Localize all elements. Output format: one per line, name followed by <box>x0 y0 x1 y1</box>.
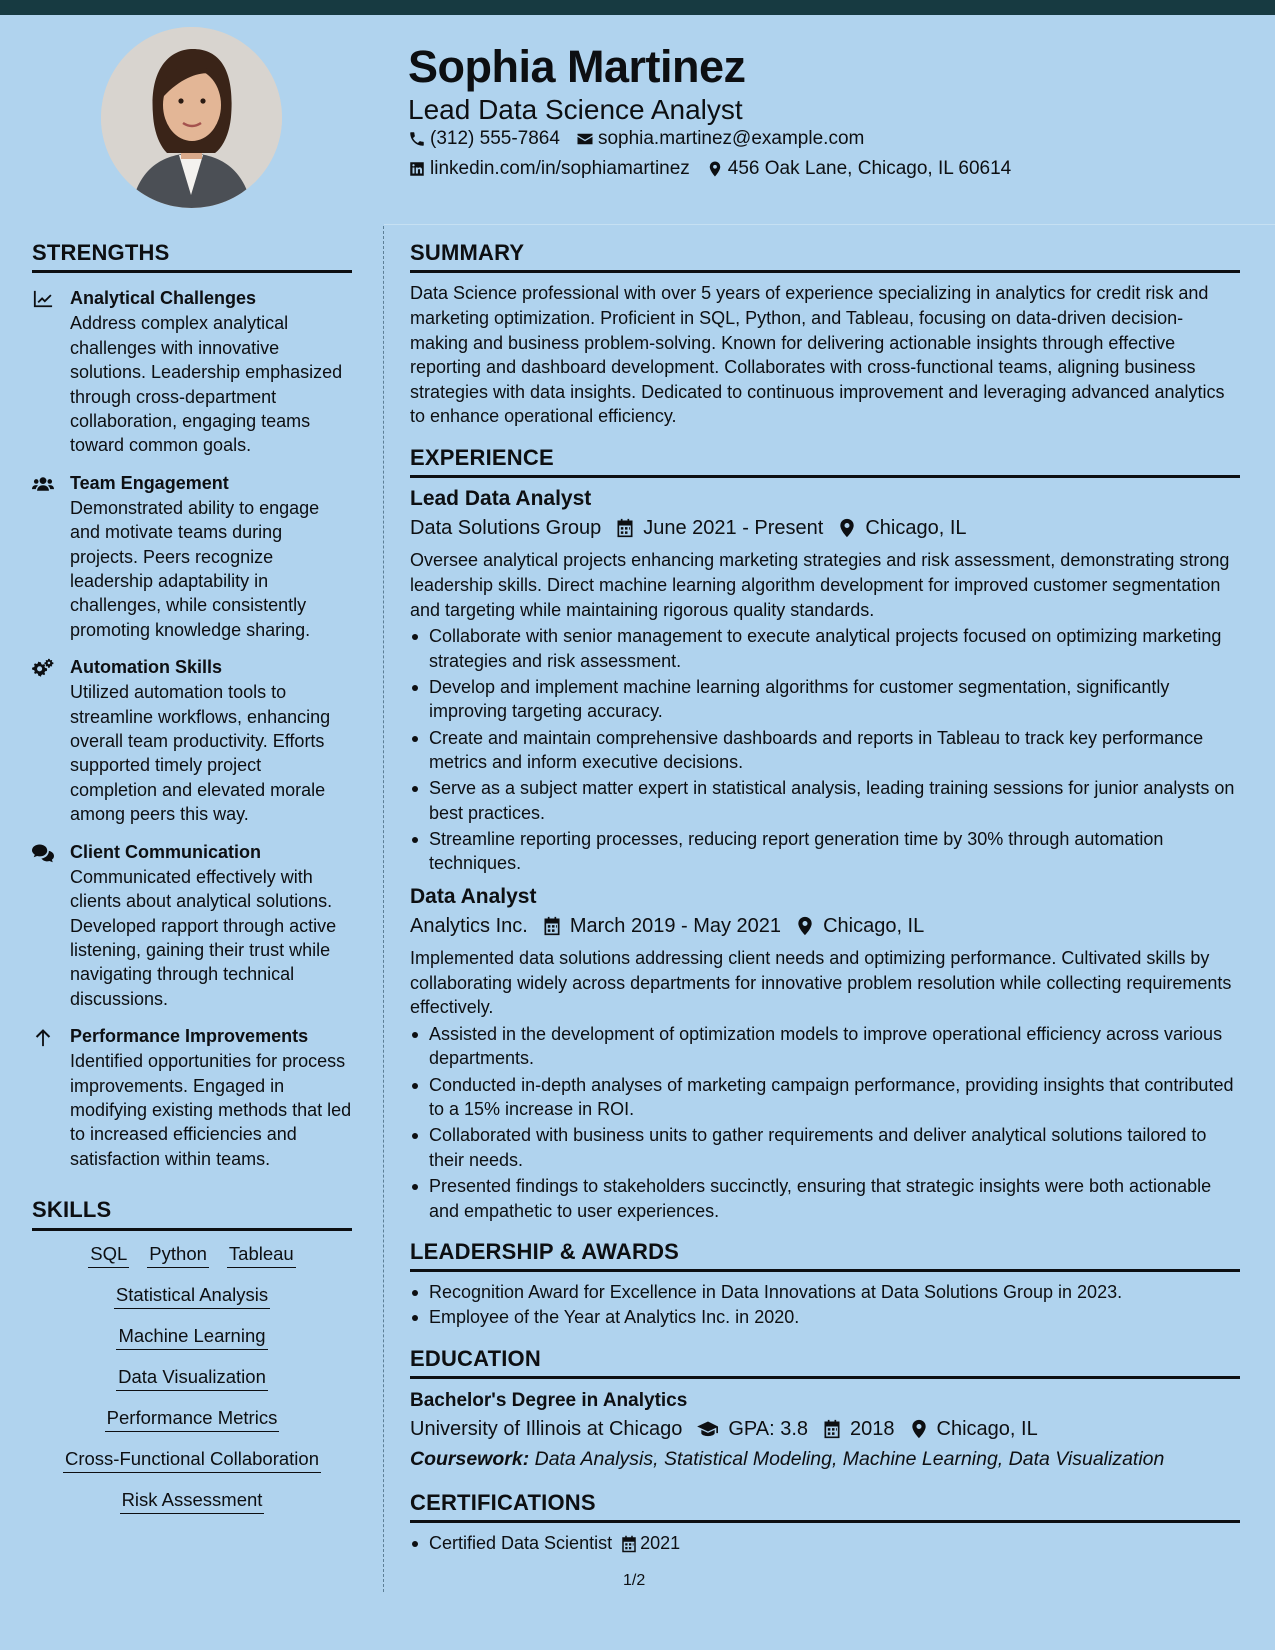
job-dates: March 2019 - May 2021 <box>569 915 782 938</box>
top-accent-bar <box>0 0 1275 15</box>
linkedin-link[interactable]: linkedin.com/in/sophiamartinez <box>430 158 690 179</box>
bullet-item: Serve as a subject matter expert in statistical analysis, leading training sessions for junior analysts on best practices. <box>410 776 1240 825</box>
comments-icon <box>32 843 54 863</box>
profile-photo <box>101 27 282 208</box>
calendar-icon <box>615 518 635 538</box>
award-item: Employee of the Year at Analytics Inc. in 2020. <box>410 1305 1240 1330</box>
job-entry <box>410 883 1240 1223</box>
coursework-label: Coursework: <box>410 1448 530 1471</box>
job-title: Data Analyst <box>410 885 537 909</box>
email-link[interactable]: sophia.martinez@example.com <box>597 128 865 149</box>
education-heading: EDUCATION <box>410 1346 1240 1379</box>
strength-title: Automation Skills <box>70 657 223 678</box>
skill-tag: Data Visualization <box>116 1364 268 1391</box>
location-pin-icon <box>909 1419 929 1439</box>
strength-title: Performance Improvements <box>70 1026 309 1047</box>
strength-item <box>32 840 352 1011</box>
strength-item <box>32 1024 352 1171</box>
job-dates: June 2021 - Present <box>643 517 824 540</box>
strength-desc: Identified opportunities for process improvements. Engaged in modifying existing methods that led to increased efficiencies and satisfaction within teams. <box>70 1051 352 1169</box>
skills-heading: SKILLS <box>32 1197 352 1230</box>
linkedin-icon <box>408 160 426 178</box>
phone-item <box>408 127 560 151</box>
bullet-item: Create and maintain comprehensive dashboards and reports in Tableau to track key performance metrics and inform executive decisions. <box>410 726 1240 775</box>
company: Analytics Inc. <box>410 915 528 938</box>
address-text: 456 Oak Lane, Chicago, IL 60614 <box>727 158 1012 179</box>
skill-tag: SQL <box>88 1241 129 1268</box>
strength-item <box>32 286 352 457</box>
candidate-name: Sophia Martinez <box>408 41 746 92</box>
location-pin-icon <box>706 160 724 178</box>
strength-desc: Demonstrated ability to engage and motivate teams during projects. Peers recognize leadership adaptability in challenges, while consistently promoting knowledge sharing. <box>70 497 320 640</box>
job-meta <box>410 513 1240 543</box>
bullet-item: Streamline reporting processes, reducing report generation time by 30% through automation techniques. <box>410 827 1240 876</box>
job-meta <box>410 911 1240 941</box>
bullet-item: Conducted in-depth analyses of marketing campaign performance, providing insights that contributed to a 15% increase in ROI. <box>410 1073 1240 1122</box>
bullet-item: Presented findings to stakeholders succinctly, ensuring that strategic insights were both actionable and empathetic to user experiences. <box>410 1174 1240 1223</box>
skill-tag: Tableau <box>227 1241 296 1268</box>
degree-title: Bachelor's Degree in Analytics <box>410 1390 688 1412</box>
graduation-year: 2018 <box>850 1418 895 1441</box>
strength-item <box>32 655 352 826</box>
candidate-title: Lead Data Science Analyst <box>408 94 743 125</box>
gpa: GPA: 3.8 <box>728 1418 809 1441</box>
calendar-icon <box>620 1535 638 1553</box>
school-location: Chicago, IL <box>936 1418 1038 1441</box>
strength-title: Analytical Challenges <box>70 288 257 309</box>
company: Data Solutions Group <box>410 517 602 540</box>
certifications-list <box>410 1531 1240 1556</box>
contact-row-2 <box>408 157 1027 181</box>
header-divider <box>384 224 1275 225</box>
bullet-item: Collaborated with business units to gather requirements and deliver analytical solutions tailored to their needs. <box>410 1123 1240 1172</box>
awards-list <box>410 1280 1240 1329</box>
column-divider <box>383 226 384 1592</box>
job-location: Chicago, IL <box>865 517 967 540</box>
awards-heading: LEADERSHIP & AWARDS <box>410 1239 1240 1272</box>
strengths-heading: STRENGTHS <box>32 240 352 273</box>
phone-text: (312) 555-7864 <box>430 128 560 149</box>
page-number: 1/2 <box>623 1572 646 1589</box>
strength-desc: Communicated effectively with clients about analytical solutions. Developed rapport through active listening, gaining their trust while navigating through technical discussions. <box>70 866 337 1009</box>
email-item[interactable] <box>576 127 864 151</box>
envelope-icon <box>576 130 594 148</box>
location-pin-icon <box>795 916 815 936</box>
skills-list <box>32 1241 352 1514</box>
education-meta <box>410 1414 1240 1444</box>
calendar-icon <box>822 1419 842 1439</box>
contact-row-1 <box>408 127 880 151</box>
certifications-heading: CERTIFICATIONS <box>410 1490 1240 1523</box>
job-bullets <box>410 624 1240 876</box>
strength-title: Client Communication <box>70 841 262 862</box>
location-pin-icon <box>837 518 857 538</box>
skill-tag: Risk Assessment <box>120 1487 265 1514</box>
bullet-item: Develop and implement machine learning algorithms for customer segmentation, significantly improving targeting accuracy. <box>410 675 1240 724</box>
right-column <box>410 240 1240 1556</box>
chart-line-icon <box>32 289 54 309</box>
portrait-image <box>101 27 282 208</box>
job-title: Lead Data Analyst <box>410 487 592 511</box>
users-icon <box>32 474 54 494</box>
strength-title: Team Engagement <box>70 472 229 493</box>
skill-tag: Statistical Analysis <box>114 1282 270 1309</box>
calendar-icon <box>542 916 562 936</box>
gears-icon <box>32 658 54 678</box>
job-description: Implemented data solutions addressing client needs and optimizing performance. Cultivated skills by collaborating widely across departments for innovative problem resolution while collecting requirements effectively. <box>410 948 1232 1018</box>
coursework <box>410 1444 1240 1474</box>
experience-heading: EXPERIENCE <box>410 445 1240 478</box>
linkedin-item[interactable] <box>408 157 690 181</box>
skill-tag: Machine Learning <box>116 1323 267 1350</box>
certification-item <box>410 1531 1240 1556</box>
bullet-item: Collaborate with senior management to execute analytical projects focused on optimizing marketing strategies and risk assessment. <box>410 624 1240 673</box>
certification-year: 2021 <box>640 1533 681 1554</box>
phone-icon <box>408 130 426 148</box>
strength-desc: Address complex analytical challenges with innovative solutions. Leadership emphasized through cross-department collaboration, engaging teams toward common goals. <box>70 313 343 456</box>
award-item: Recognition Award for Excellence in Data Innovations at Data Solutions Group in 2023. <box>410 1280 1240 1305</box>
job-location: Chicago, IL <box>823 915 925 938</box>
skill-tag: Cross-Functional Collaboration <box>63 1446 321 1473</box>
strength-item <box>32 471 352 642</box>
skill-tag: Performance Metrics <box>105 1405 280 1432</box>
summary-heading: SUMMARY <box>410 240 1240 273</box>
bullet-item: Assisted in the development of optimization models to improve operational efficiency across various departments. <box>410 1022 1240 1071</box>
strength-desc: Utilized automation tools to streamline workflows, enhancing overall team productivity. Efforts supported timely project completion and elevated morale among peers this way. <box>70 682 331 825</box>
school-name: University of Illinois at Chicago <box>410 1418 683 1441</box>
summary-text: Data Science professional with over 5 years of experience specializing in analytics for credit risk and marketing optimization. Proficient in SQL, Python, and Tableau, focusing on data-driven decision-making and business problem-solving. Known for delivering actionable insights through effective reporting and dashboard development. Collaborates with cross-functional teams, aligning business strategies with data insights. Dedicated to continuous improvement and leveraging advanced analytics to enhance operational efficiency. <box>410 283 1225 427</box>
certification-name: Certified Data Scientist <box>429 1533 613 1554</box>
graduation-cap-icon <box>696 1419 720 1439</box>
skill-tag: Python <box>147 1241 209 1268</box>
job-description: Oversee analytical projects enhancing marketing strategies and risk assessment, demonstrating strong leadership skills. Direct machine learning algorithm development for improved customer segmentation and targeting while maintaining rigorous quality standards. <box>410 550 1230 620</box>
left-column <box>32 240 352 1514</box>
job-bullets <box>410 1022 1240 1223</box>
arrow-up-icon <box>32 1027 54 1047</box>
job-entry <box>410 485 1240 876</box>
coursework-list: Data Analysis, Statistical Modeling, Machine Learning, Data Visualization <box>534 1448 1165 1471</box>
address-item <box>706 157 1011 181</box>
